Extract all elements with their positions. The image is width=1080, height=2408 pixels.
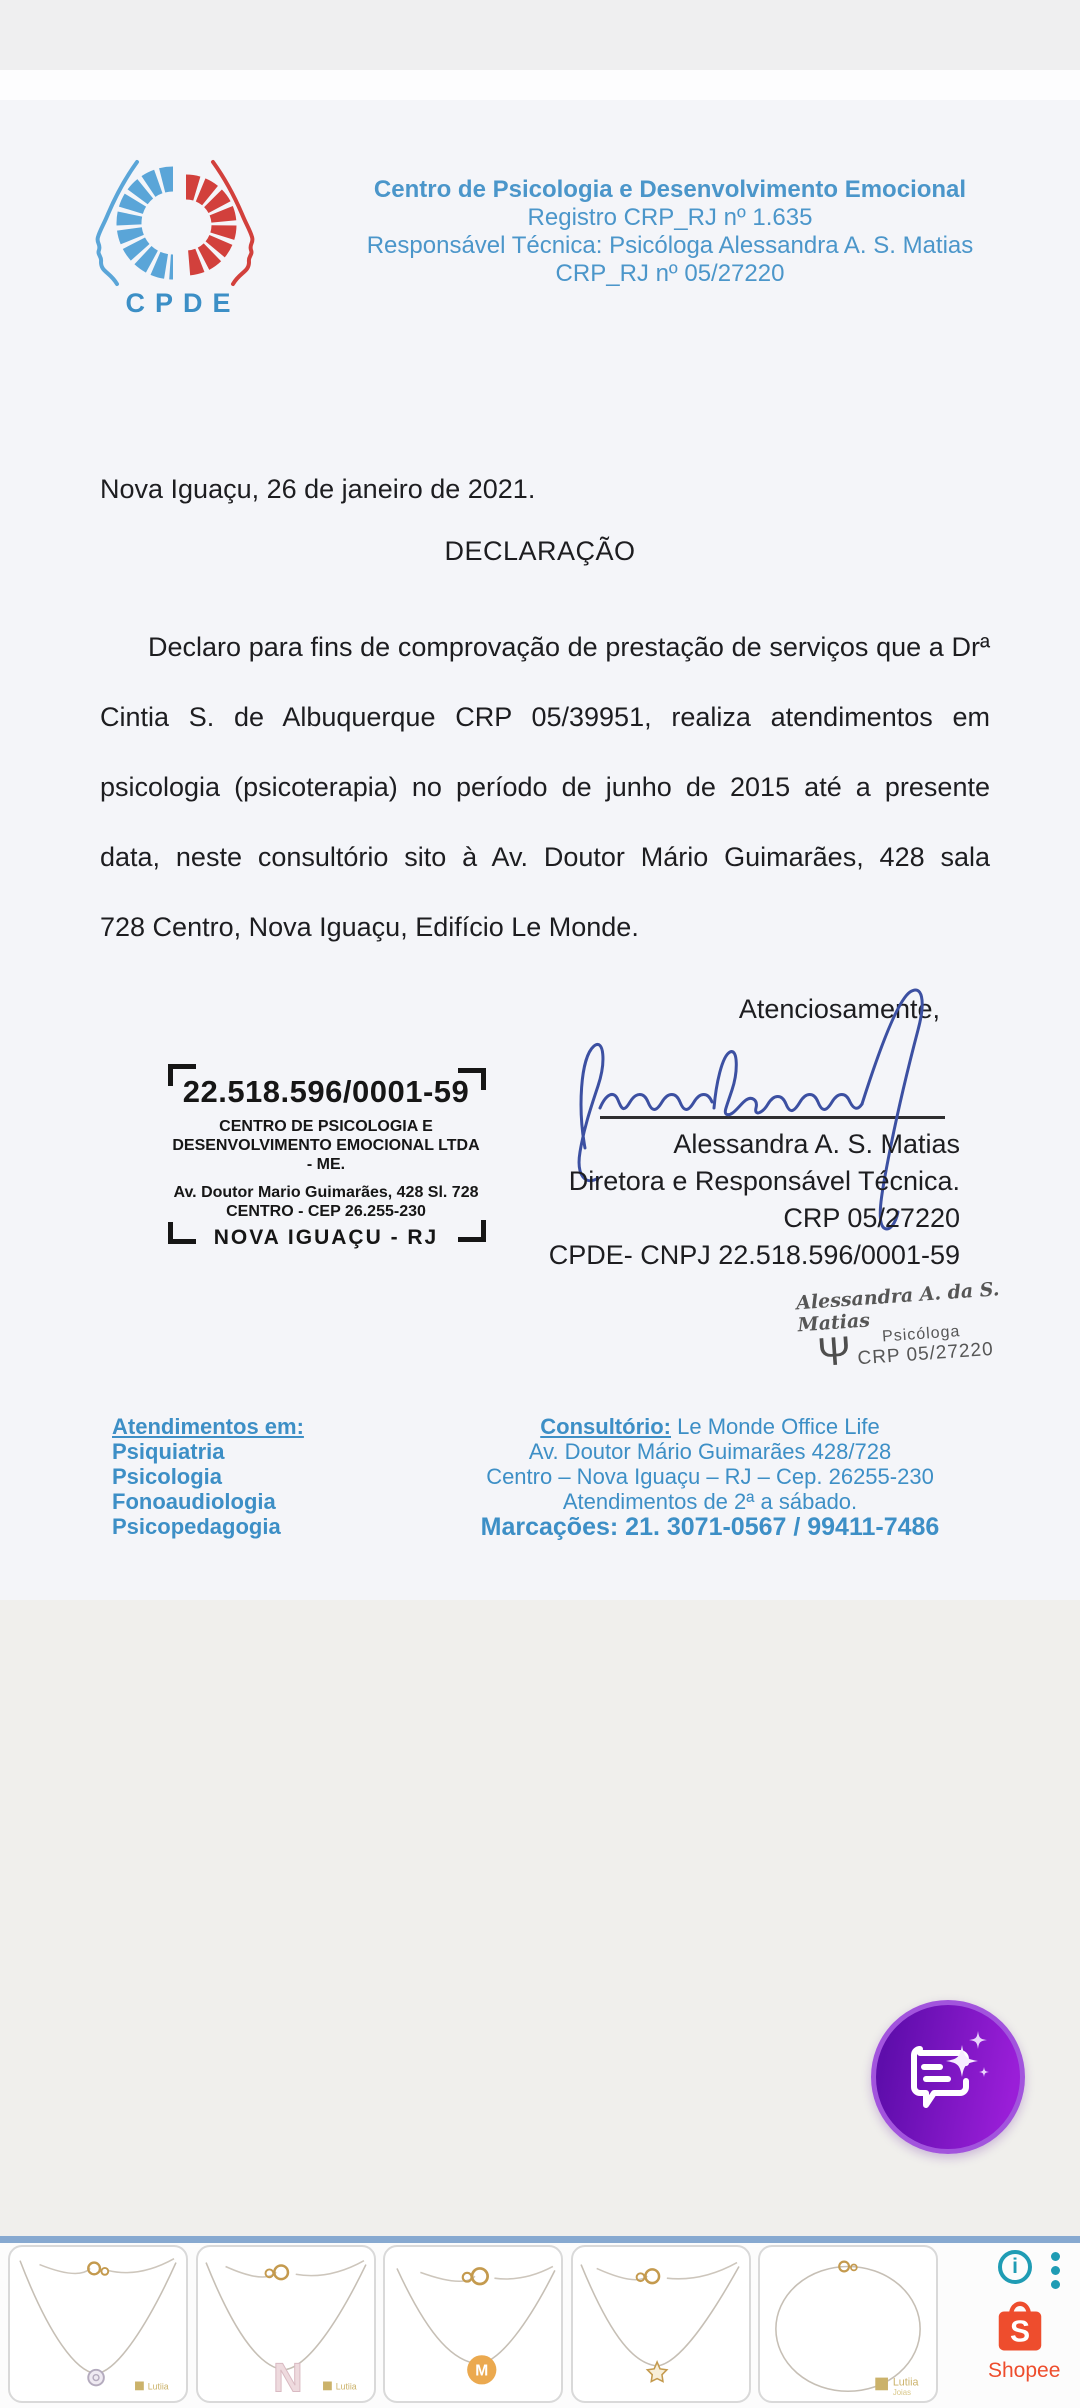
- org-crp: CRP_RJ nº 05/27220: [555, 260, 785, 287]
- product-thumbnail-necklace-coin-m[interactable]: [383, 2245, 563, 2403]
- office-info: [430, 1414, 990, 1540]
- body-line: Cintia S. de Albuquerque CRP 05/39951, realiza atendimentos em: [100, 702, 990, 732]
- svg-text:S: S: [1009, 2315, 1031, 2349]
- psychologist-stamp: [795, 1276, 1040, 1375]
- service-item: Fonoaudiologia: [112, 1489, 276, 1514]
- stamp-org-line: DESENVOLVIMENTO EMOCIONAL LTDA - ME.: [172, 1137, 480, 1173]
- stamp-psychologist-crp: CRP 05/27220: [856, 1338, 995, 1370]
- org-responsible: Responsável Técnica: Psicóloga Alessandra A. S. Matias: [366, 232, 974, 259]
- stamp-city: NOVA IGUAÇU - RJ: [213, 1226, 439, 1249]
- stamp-psychologist-title: Psicóloga: [881, 1323, 961, 1346]
- document-title: DECLARAÇÃO: [444, 536, 636, 566]
- shopee-wordmark: Shopee: [988, 2359, 1061, 2382]
- body-line: psicologia (psicoterapia) no período de junho de 2015 até a presente: [100, 772, 990, 802]
- stamp-address-line: Av. Doutor Mario Guimarães, 428 Sl. 728: [173, 1184, 479, 1201]
- svg-text:Lutiia: Lutiia: [147, 2381, 169, 2392]
- page-gap: [0, 70, 1080, 100]
- two-faces-logo-icon: [90, 158, 260, 290]
- bottom-separator: [0, 2236, 1080, 2243]
- date-line: Nova Iguaçu, 26 de janeiro de 2021.: [100, 474, 536, 504]
- booking-phones: Marcações: 21. 3071-0567 / 99411-7486: [480, 1513, 940, 1541]
- declaration-body: [100, 612, 990, 962]
- signer-role: Diretora e Responsável Técnica.: [568, 1166, 960, 1196]
- stamp-corner-bracket: [168, 1222, 196, 1244]
- shopee-bag-icon: [995, 2292, 1045, 2354]
- stamp-corner-bracket: [168, 1064, 196, 1086]
- signer-cnpj: CPDE- CNPJ 22.518.596/0001-59: [548, 1240, 960, 1270]
- service-item: Psiquiatria: [112, 1439, 225, 1464]
- body-line: 728 Centro, Nova Iguaçu, Edifício Le Monde.: [100, 912, 639, 942]
- office-city: Centro – Nova Iguaçu – RJ – Cep. 26255-230: [486, 1464, 934, 1489]
- signer-name: Alessandra A. S. Matias: [673, 1129, 960, 1159]
- service-item: Psicopedagogia: [112, 1514, 281, 1539]
- product-thumbnail-necklace-letter-n[interactable]: [196, 2245, 376, 2403]
- closing-salutation: Atenciosamente,: [738, 994, 940, 1024]
- info-icon[interactable]: [998, 2250, 1032, 2284]
- body-line: data, neste consultório sito à Av. Doutor Mário Guimarães, 428 sala: [100, 842, 990, 872]
- product-thumbnail-necklace-circle[interactable]: [758, 2245, 938, 2403]
- cpde-logo: [90, 158, 260, 295]
- shopee-logo[interactable]: [988, 2292, 1061, 2383]
- necklace-coin-m-image: [385, 2247, 561, 2401]
- services-list: [112, 1414, 304, 1539]
- letterhead: [330, 176, 1010, 288]
- svg-text:Joias: Joias: [892, 2388, 912, 2398]
- signer-crp: CRP 05/27220: [783, 1203, 960, 1233]
- status-strip: [0, 0, 1080, 70]
- necklace-gem-image: [10, 2247, 186, 2401]
- office-label: Consultório:: [540, 1414, 672, 1439]
- svg-text:Lutiia: Lutiia: [892, 2376, 919, 2389]
- office-line: [430, 1414, 990, 1439]
- stamp-corner-bracket: [458, 1068, 486, 1090]
- necklace-circle-image: [760, 2247, 936, 2401]
- necklace-star-image: [573, 2247, 749, 2401]
- product-thumbnail-necklace-star[interactable]: [571, 2245, 751, 2403]
- stamp-address-line: CENTRO - CEP 26.255-230: [226, 1203, 426, 1220]
- org-registry: Registro CRP_RJ nº 1.635: [527, 204, 813, 231]
- office-value: Le Monde Office Life: [671, 1414, 880, 1439]
- psi-symbol-icon: Ψ: [816, 1328, 853, 1376]
- office-address: Av. Doutor Mário Guimarães 428/728: [528, 1439, 892, 1464]
- stamp-org-line: CENTRO DE PSICOLOGIA E: [219, 1118, 433, 1135]
- signature-block: [540, 1126, 960, 1274]
- kebab-menu-icon[interactable]: [1051, 2252, 1060, 2294]
- chat-sparkles-icon: [900, 2029, 996, 2125]
- office-hours: Atendimentos de 2ª a sábado.: [562, 1489, 858, 1514]
- letter-pendant: M: [475, 2362, 489, 2380]
- services-heading: Atendimentos em:: [112, 1414, 304, 1439]
- info-glyph: i: [1012, 2255, 1018, 2278]
- product-thumbnail-necklace-gem[interactable]: [8, 2245, 188, 2403]
- body-line: Declaro para fins de comprovação de prestação de serviços que a Drª: [148, 632, 990, 662]
- letter-pendant: N: [273, 2354, 303, 2401]
- stamp-cnpj-number: 22.518.596/0001-59: [182, 1074, 470, 1109]
- stamp-corner-bracket: [458, 1220, 486, 1242]
- logo-acronym: CPDE: [125, 288, 241, 318]
- cnpj-stamp: [172, 1062, 480, 1249]
- svg-text:Lutiia: Lutiia: [335, 2381, 357, 2392]
- stamp-psychologist-name: Alessandra A. da S. Matias: [795, 1278, 1001, 1337]
- service-item: Psicologia: [112, 1464, 223, 1489]
- ai-chat-fab-button[interactable]: [871, 2000, 1025, 2154]
- necklace-letter-n-image: [198, 2247, 374, 2401]
- org-name: Centro de Psicologia e Desenvolvimento Emocional: [373, 176, 967, 203]
